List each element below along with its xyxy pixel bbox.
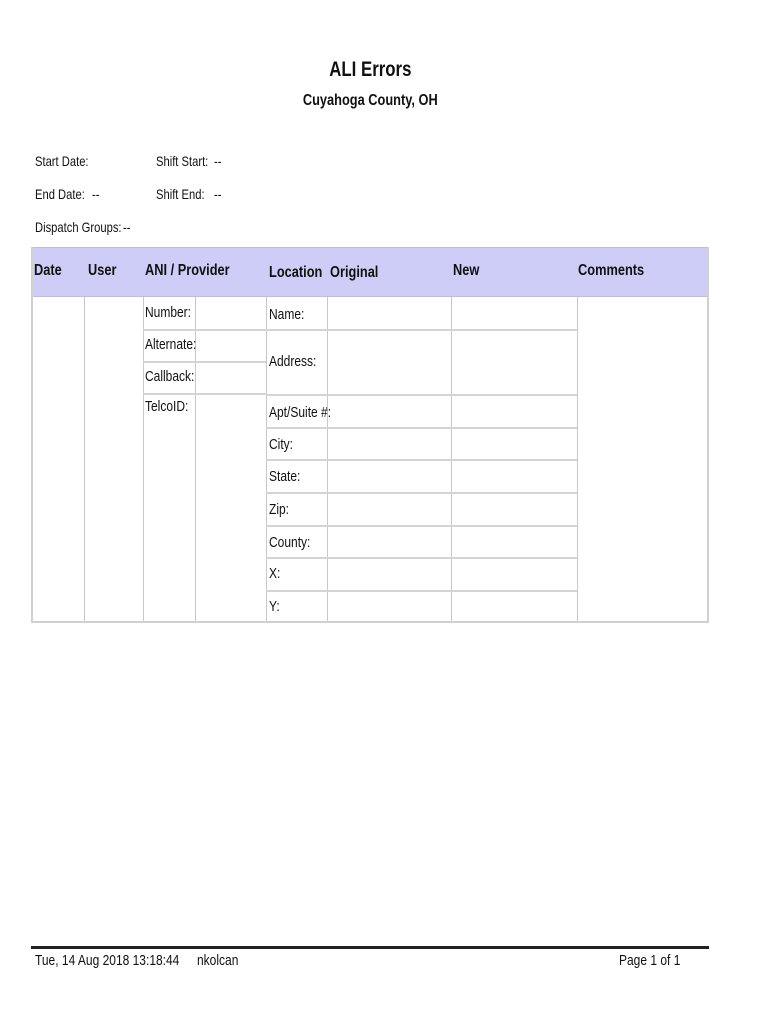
- column-header-original: Original: [330, 264, 379, 281]
- location-city-label: City:: [269, 436, 293, 453]
- shift-start-label: Shift Start:: [156, 153, 209, 169]
- dispatch-groups-label: Dispatch Groups:: [35, 219, 122, 235]
- location-state-label: State:: [269, 468, 301, 485]
- end-date-value: --: [92, 186, 100, 202]
- report-subtitle: Cuyahoga County, OH: [302, 92, 438, 109]
- column-header-new: New: [453, 262, 480, 279]
- shift-start-value: --: [214, 153, 222, 169]
- column-header-location: Location: [269, 264, 323, 281]
- location-zip-label: Zip:: [269, 501, 290, 518]
- ani-callback-label: Callback:: [145, 368, 195, 385]
- location-y-label: Y:: [269, 598, 280, 615]
- column-header-user: User: [88, 262, 117, 279]
- ani-number-label: Number:: [145, 304, 192, 321]
- column-header-date: Date: [34, 262, 62, 279]
- location-name-label: Name:: [269, 306, 305, 323]
- location-address-label: Address:: [269, 353, 317, 370]
- column-header-comments: Comments: [578, 262, 645, 279]
- footer-page-number: Page 1 of 1: [619, 952, 681, 969]
- footer-user: nkolcan: [197, 952, 239, 969]
- table-border: [31, 247, 709, 623]
- dispatch-groups-value: --: [123, 219, 131, 235]
- shift-end-value: --: [214, 186, 222, 202]
- ani-telcoid-label: TelcoID:: [145, 398, 189, 415]
- column-header-ani-provider: ANI / Provider: [145, 262, 230, 279]
- location-x-label: X:: [269, 565, 281, 582]
- ali-errors-table: [31, 247, 709, 623]
- start-date-label: Start Date:: [35, 153, 89, 169]
- report-title: ALI Errors: [328, 58, 412, 81]
- ani-alternate-label: Alternate:: [145, 336, 197, 353]
- footer-rule: [31, 946, 709, 949]
- footer-timestamp: Tue, 14 Aug 2018 13:18:44: [35, 952, 180, 969]
- shift-end-label: Shift End:: [156, 186, 205, 202]
- location-county-label: County:: [269, 534, 311, 551]
- location-apt-suite-label: Apt/Suite #:: [269, 404, 332, 421]
- end-date-label: End Date:: [35, 186, 85, 202]
